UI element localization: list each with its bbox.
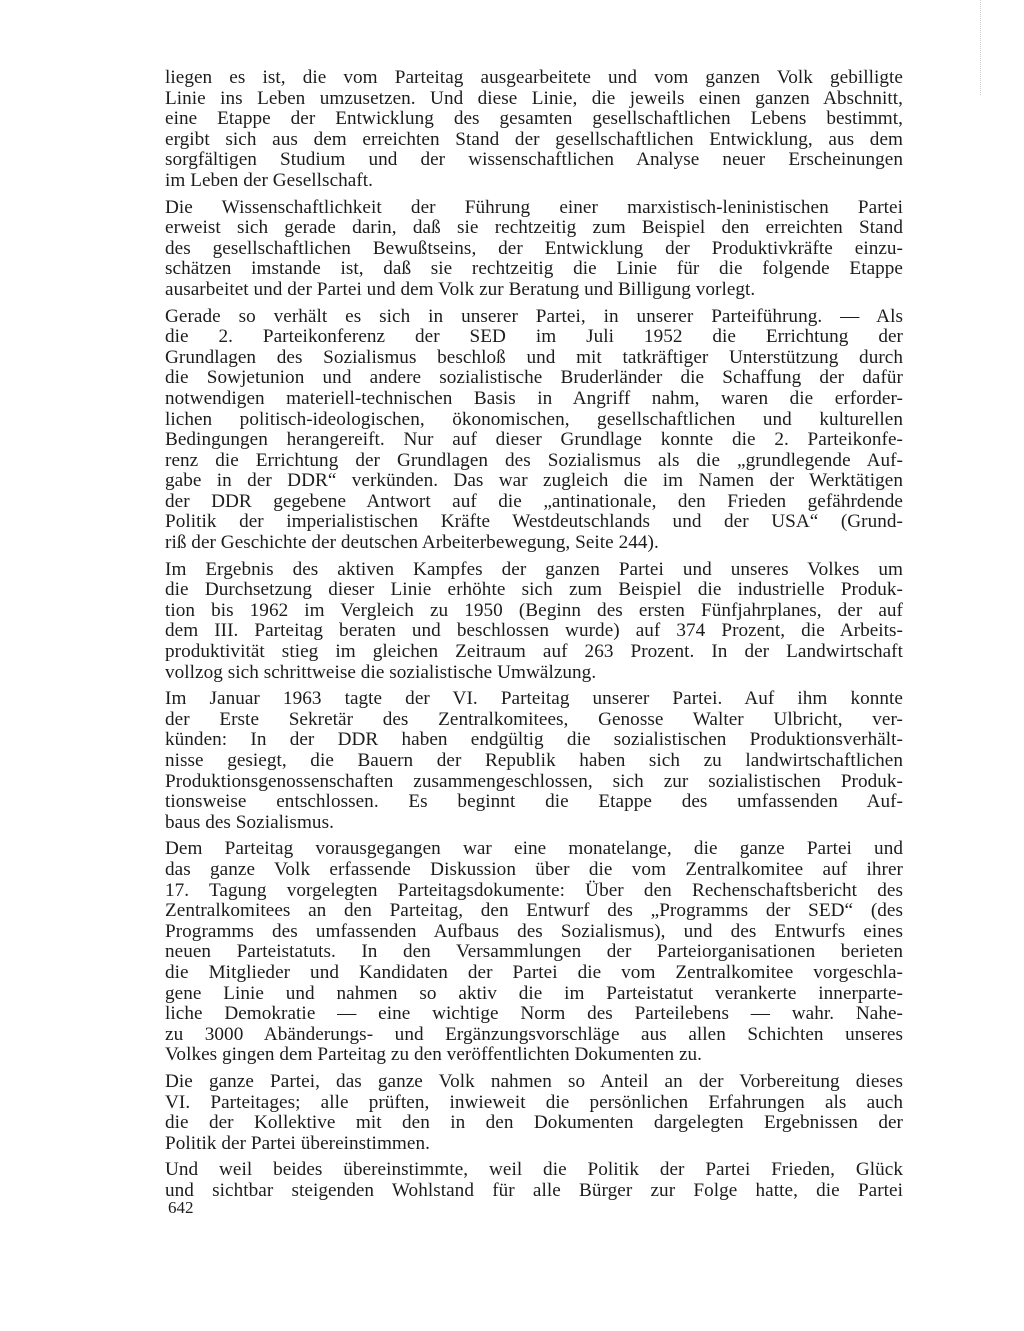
text-line: vollzog sich schrittweise die sozialistische Umwälzung.	[165, 661, 597, 683]
paragraph	[165, 1072, 903, 1154]
paragraph	[165, 68, 903, 192]
text-line: Die ganze Partei, das ganze Volk nahmen so Anteil an der Vorbereitung dieses	[165, 1070, 903, 1092]
text-line: des gesellschaftlichen Bewußtseins, der Entwicklung der Produktivkräfte einzu-	[165, 237, 903, 259]
text-line: dem III. Parteitag beraten und beschlossen wurde) auf 374 Prozent, die Arbeits-	[165, 620, 903, 642]
text-line: notwendigen materiell-technischen Basis in Angriff nahm, waren die erforder-	[165, 387, 903, 409]
text-line: Zentralkomitees an den Parteitag, den Entwurf des „Programms der SED“ (des	[165, 900, 903, 922]
text-line: renz die Errichtung der Grundlagen des Sozialismus als die „grundlegende Auf-	[165, 449, 903, 471]
text-line: Linie ins Leben umzusetzen. Und diese Linie, die jeweils einen ganzen Abschnitt,	[165, 87, 903, 109]
text-line: die Mitglieder und Kandidaten der Partei die vom Zentralkomitee vorgeschla-	[165, 961, 903, 983]
paragraph	[165, 1160, 903, 1201]
text-line: und sichtbar steigenden Wohlstand für alle Bürger zur Folge hatte, die Partei	[165, 1179, 903, 1201]
text-line: die Sowjetunion und andere sozialistische Bruderländer die Schaffung der dafür	[165, 367, 903, 389]
text-line: Und weil beides übereinstimmte, weil die Politik der Partei Frieden, Glück	[165, 1159, 903, 1181]
text-line: Bedingungen herangereift. Nur auf dieser Grundlage konnte die 2. Parteikonfe-	[165, 429, 903, 451]
text-line: schätzen imstande ist, daß sie rechtzeitig die Linie für die folgende Etappe	[165, 258, 903, 280]
text-line: sorgfältigen Studium und der wissenschaftlichen Analyse neuer Erscheinungen	[165, 149, 903, 171]
text-line: Im Ergebnis des aktiven Kampfes der ganzen Partei und unseres Volkes um	[165, 558, 903, 580]
text-line: lichen politisch-ideologischen, ökonomischen, gesellschaftlichen und kulturellen	[165, 408, 903, 430]
text-line: eine Etappe der Entwicklung des gesamten gesellschaftlichen Lebens bestimmt,	[165, 108, 903, 130]
paragraph	[165, 307, 903, 554]
text-line: ausarbeitet und der Partei und dem Volk zur Beratung und Billigung vorlegt.	[165, 278, 756, 300]
text-line: Politik der imperialistischen Kräfte Westdeutschlands und der USA“ (Grund-	[165, 511, 903, 533]
text-line: Gerade so verhält es sich in unserer Partei, in unserer Parteiführung. — Als	[165, 305, 903, 327]
text-line: zu 3000 Abänderungs- und Ergänzungsvorschläge aus allen Schichten unseres	[165, 1023, 903, 1045]
page-number: 642	[168, 1198, 194, 1217]
text-line: tionsweise entschlossen. Es beginnt die Etappe des umfassenden Auf-	[165, 791, 903, 813]
paragraph	[165, 689, 903, 833]
text-line: die 2. Parteikonferenz der SED im Juli 1952 die Errichtung der	[165, 326, 903, 348]
text-line: liche Demokratie — eine wichtige Norm des Parteilebens — wahr. Nahe-	[165, 1003, 903, 1025]
text-line: Im Januar 1963 tagte der VI. Parteitag unserer Partei. Auf ihm konnte	[165, 688, 903, 710]
text-line: Politik der Partei übereinstimmen.	[165, 1132, 430, 1154]
text-line: Grundlagen des Sozialismus beschloß und mit tatkräftiger Unterstützung durch	[165, 346, 903, 368]
text-line: gabe in der DDR“ verkünden. Das war zugleich die im Namen der Werktätigen	[165, 470, 903, 492]
text-line: tion bis 1962 im Vergleich zu 1950 (Beginn des ersten Fünfjahrplanes, der auf	[165, 599, 903, 621]
text-line: baus des Sozialismus.	[165, 811, 334, 833]
text-line: Produktionsgenossenschaften zusammengeschlossen, sich zur sozialistischen Produk-	[165, 770, 903, 792]
paragraph	[165, 839, 903, 1066]
text-line: künden: In der DDR haben endgültig die sozialistischen Produktionsverhält-	[165, 729, 903, 751]
text-line: liegen es ist, die vom Parteitag ausgearbeitete und vom ganzen Volk gebilligte	[165, 67, 903, 88]
text-line: der Erste Sekretär des Zentralkomitees, Genosse Walter Ulbricht, ver-	[165, 708, 903, 730]
text-line: 17. Tagung vorgelegten Parteitagsdokumente: Über den Rechenschaftsbericht des	[165, 879, 903, 901]
text-line: die der Kollektive mit den in den Dokumenten dargelegten Ergebnissen der	[165, 1112, 903, 1134]
text-line: Die Wissenschaftlichkeit der Führung einer marxistisch-leninistischen Partei	[165, 196, 903, 218]
text-line: das ganze Volk erfassende Diskussion über die vom Zentralkomitee auf ihrer	[165, 858, 903, 880]
text-line: im Leben der Gesellschaft.	[165, 169, 374, 191]
text-line: Programms des umfassenden Aufbaus des Sozialismus), und des Entwurfs eines	[165, 920, 903, 942]
text-line: riß der Geschichte der deutschen Arbeiterbewegung, Seite 244).	[165, 532, 659, 554]
text-line: erweist sich gerade darin, daß sie rechtzeitig zum Beispiel den erreichten Stand	[165, 217, 903, 239]
text-line: neuen Parteistatuts. In den Versammlungen der Parteiorganisationen berieten	[165, 941, 903, 963]
text-line: nisse gesiegt, die Bauern der Republik haben sich zu landwirtschaftlichen	[165, 750, 903, 771]
text-line: der DDR gegebene Antwort auf die „antinationale, den Frieden gefährdende	[165, 490, 903, 512]
text-line: die Durchsetzung dieser Linie erhöhte sich zum Beispiel die industrielle Produk-	[165, 579, 903, 601]
text-line: Volkes gingen dem Parteitag zu den veröffentlichten Dokumenten zu.	[165, 1044, 703, 1066]
text-line: VI. Parteitages; alle prüften, inwieweit die persönlichen Erfahrungen als auch	[165, 1091, 903, 1113]
text-line: gene Linie und nahmen so aktiv die im Parteistatut verankerte innerparte-	[165, 982, 903, 1004]
paragraph	[165, 560, 903, 684]
text-line: produktivität stieg im gleichen Zeitraum auf 263 Prozent. In der Landwirtschaft	[165, 641, 903, 663]
text-line: ergibt sich aus dem erreichten Stand der gesellschaftlichen Entwicklung, aus dem	[165, 128, 903, 150]
document-page	[165, 68, 903, 1207]
scan-edge-mark	[980, 0, 984, 95]
text-line: Dem Parteitag vorausgegangen war eine monatelange, die ganze Partei und	[165, 838, 903, 860]
paragraph	[165, 198, 903, 301]
